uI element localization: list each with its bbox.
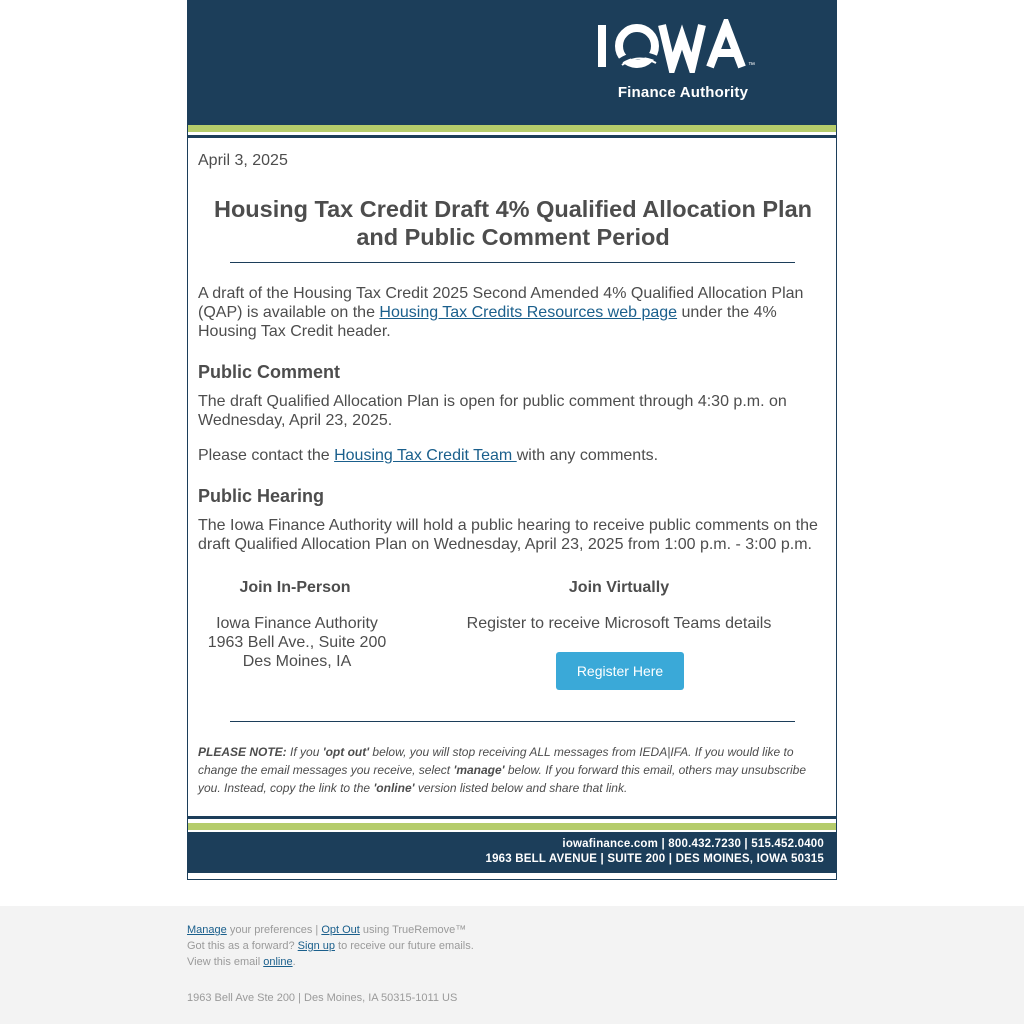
sign-up-text: to receive our future emails.: [334, 940, 474, 952]
online-text: .: [292, 956, 296, 968]
register-here-button[interactable]: Register Here: [556, 652, 684, 690]
note-manage: 'manage': [453, 763, 505, 777]
manage-preferences-line: [187, 922, 466, 938]
title-line-2: and Public Comment Period: [356, 224, 670, 250]
public-hearing-text: The Iowa Finance Authority will hold a public hearing to receive public comments on the draft Qualified Allocation Plan on Wednesday, April 23, 2025 from 1:00 p.m. - 3:00 p.m.: [198, 517, 818, 553]
footer-stripe-navy: [188, 816, 836, 819]
note-text-1: If you: [286, 745, 323, 759]
footer-stripe-green: [188, 823, 836, 830]
address-line-1: Iowa Finance Authority: [216, 615, 378, 632]
sender-address: 1963 Bell Ave Ste 200 | Des Moines, IA 50315-1011 US: [187, 992, 458, 1004]
note-opt-out: 'opt out': [322, 745, 370, 759]
public-comment-heading: Public Comment: [198, 362, 341, 382]
housing-tax-credit-team-link[interactable]: Housing Tax Credit Team: [334, 447, 517, 464]
note-label: PLEASE NOTE:: [198, 745, 287, 759]
contact-paragraph: [198, 446, 823, 465]
note-online: 'online': [373, 781, 415, 795]
footer-contact-line: iowafinance.com | 800.432.7230 | 515.452.0400: [562, 838, 824, 850]
logo-subtitle: Finance Authority: [617, 84, 749, 101]
contact-text-before: Please contact the: [198, 447, 335, 464]
online-link[interactable]: online: [263, 956, 293, 968]
please-note-paragraph: [198, 743, 828, 797]
note-text-3: below. If you forward this email, others may unsubscribe you. Instead, copy the link to the: [198, 763, 807, 795]
resources-web-page-link[interactable]: Housing Tax Credits Resources web page: [379, 304, 678, 321]
header-stripe-navy: [188, 135, 836, 138]
opt-out-link[interactable]: Opt Out: [321, 924, 360, 936]
manage-link[interactable]: Manage: [187, 924, 227, 936]
join-in-person-heading: Join In-Person: [239, 579, 351, 596]
footer-address-line: 1963 BELL AVENUE | SUITE 200 | DES MOINES, IOWA 50315: [485, 853, 824, 865]
email-footer-band: [188, 832, 836, 873]
opt-out-text: using TrueRemove™: [359, 924, 467, 936]
title-line-1: Housing Tax Credit Draft 4% Qualified Allocation Plan: [213, 196, 813, 222]
forward-line: [187, 938, 474, 954]
title-divider: [230, 262, 795, 263]
note-divider: [230, 721, 795, 722]
sign-up-link[interactable]: Sign up: [297, 940, 335, 952]
intro-text-after: under the 4% Housing Tax Credit header.: [198, 304, 777, 340]
virtual-description: Register to receive Microsoft Teams details: [466, 615, 772, 632]
forward-text: Got this as a forward?: [187, 940, 298, 952]
public-comment-text: The draft Qualified Allocation Plan is open for public comment through 4:30 p.m. on Wednesday, April 23, 2025.: [198, 393, 787, 429]
contact-text-after: with any comments.: [516, 447, 659, 464]
trueremove-footer-background: [0, 906, 1024, 1024]
address-line-2: 1963 Bell Ave., Suite 200: [207, 634, 387, 651]
email-date: April 3, 2025: [198, 152, 288, 169]
address-line-3: Des Moines, IA: [242, 653, 352, 670]
public-hearing-heading: Public Hearing: [198, 486, 325, 506]
join-virtually-heading: Join Virtually: [568, 579, 670, 596]
trademark-symbol: ™: [748, 62, 755, 69]
note-text-2: below, you will stop receiving ALL messages from IEDA|IFA. If you would like to change the email messages you receive, select: [198, 745, 794, 777]
iowa-logo: [598, 19, 788, 73]
view-text: View this email: [187, 956, 264, 968]
in-person-address: [198, 614, 396, 671]
view-online-line: [187, 954, 296, 970]
header-stripe-green: [188, 125, 836, 132]
email-container: [187, 0, 837, 880]
email-header: [188, 1, 836, 125]
manage-text: your preferences |: [226, 924, 322, 936]
email-title: [198, 195, 828, 251]
note-text-4: version listed below and share that link.: [414, 781, 628, 795]
intro-paragraph: [198, 284, 823, 341]
intro-text-before: A draft of the Housing Tax Credit 2025 Second Amended 4% Qualified Allocation Plan (QAP) is available on the: [198, 285, 804, 321]
